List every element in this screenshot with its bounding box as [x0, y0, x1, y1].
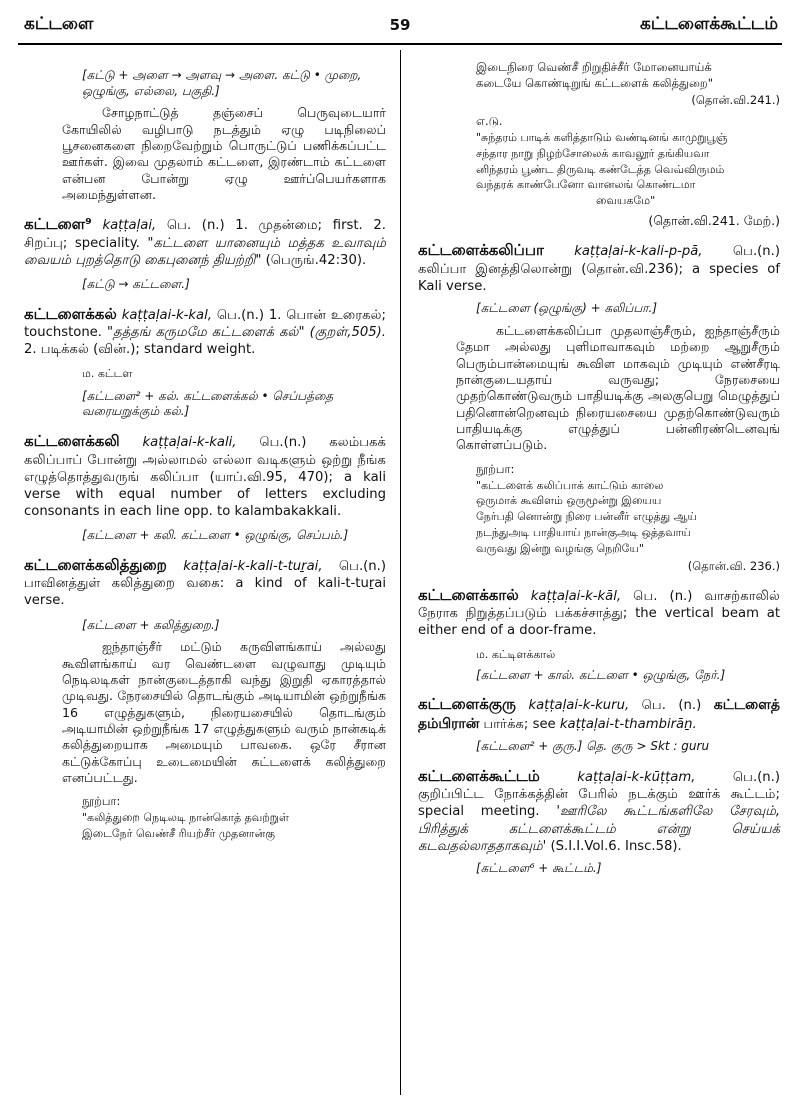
headword: கட்டளைக்குரு [418, 695, 516, 714]
column-divider [400, 50, 401, 1095]
transliteration: kaṭṭaḷai-k-kal, [121, 307, 212, 323]
headword: கட்டளைக்கலித்துறை [24, 555, 167, 574]
headword: கட்டளைக்கல் [24, 304, 117, 323]
verse-line: சந்தார நாறு நிழற்சோலைக் காவலூர் தங்கியவா [476, 146, 710, 160]
headword: கட்டளைக்கலிப்பா [418, 241, 544, 260]
definition-text: பெ.(n.) 1. பொன் உரைகல்; touchstone. [24, 307, 386, 341]
verse-line: இடைநேர் வெண்சீ ரியற்சீர் முதனான்கு [82, 827, 275, 841]
definition-text: (S.I.I.Vol.6. Insc.58). [546, 838, 682, 854]
dictionary-entry [418, 586, 780, 640]
dictionary-entry [24, 305, 386, 359]
citation: "கட்டளை யானையும் மத்தக உவாவும் வையம் புறத்தொடு கைபுனைந் தியற்றி" [24, 235, 386, 268]
verse-reference: (தொன்.வி.241. மேற்.) [648, 213, 780, 229]
dictionary-entry [24, 556, 386, 610]
verse-line: வந்தரக் காண்பேனோ வானலங் கொண்டமா [476, 178, 696, 192]
etymology-note: [கட்டு → கட்டளை.] [82, 277, 190, 292]
verse-line: வையகமே" [596, 194, 656, 208]
verse-reference: (தொன்.வி.241.) [691, 93, 780, 108]
headword: கட்டளைக்கலி [24, 432, 120, 451]
explanatory-paragraph: கட்டளைக்கலிப்பா முதலாஞ்சீரும், ஐந்தாஞ்சீரும் தேமா அல்லது புளிமாவாகவும் மற்றை ஆறுசீரும் பெரும்பான்மையுங் கூவிள மாகவும் முடியும் எண்சீரடி நான்குடையதாய் வருவது; நேரசையை முதற்கொண்டுவரும் பாதியடிக்கு அலகுபெறு மெழுத்துப் பதினொன்றெனவும் நிரையசையை முதற்கொண்டுவரும் பாதியடிக்கு எழுத்துப் பன்னிரண்டெனவுங் கொள்ளப்படும். [456, 322, 780, 453]
citation: 'ஊரிலே கூட்டங்களிலே சேரவும், பிரித்துக் கட்டளைக்கூட்டம் என்று செய்யக் கடவதல்லாததாகவும்' [418, 804, 781, 854]
headword: கட்டளைக்கால் [418, 585, 519, 604]
verse-label: நூற்பா: [82, 794, 121, 809]
header-left-guideword: கட்டளை [24, 14, 94, 34]
definition-text: பெ.(n.) கலிப்பா இனத்திலொன்று (தொன்.வி.236); a species of Kali verse. [418, 244, 780, 295]
transliteration: kaṭṭaḷai-k-kāl, [530, 588, 622, 604]
verse-line: நேர்பதி னொன்று நிரை பன்னீர் எழுத்து ஆய் [476, 510, 697, 524]
definition-text: 2. படிக்கல் (வின்.); standard weight. [24, 342, 256, 358]
definition-text: பார்க்க; see [479, 716, 560, 732]
definition-text: (பெருங்.42:30). [261, 253, 367, 268]
header-rule [18, 43, 782, 45]
transliteration: kaṭṭaḷai-k-kuru, [528, 698, 630, 714]
transliteration: kaṭṭaḷai-k-kali-p-pā, [574, 244, 703, 260]
verse-line: னிந்தரம் பூண்ட திருவடி கண்டேத்த வெவ்விருமம் [476, 162, 725, 176]
explanatory-paragraph: சோழநாட்டுத் தஞ்சைப் பெருவுடையார் கோயிலில் வழிபாடு நடத்தும் ஏழு படிநிலைப் பூசனைகளை நிறைவேற்றும் பொருட்டுப் பணிக்கப்பட்ட ஊர்கள். இவை முதலாம் கட்டளை, இரண்டாம் கட்டளை என்பன போன்று ஏழு ஊர்ப்பெயர்களாக அமைந்துள்ளன. [62, 105, 386, 202]
verse-line: இடைநிரை வெண்சீ றிறுதிச்சீர் மோனையாய்க் [476, 60, 712, 74]
cognate-note: ம. கட்டள [82, 366, 133, 380]
verse-line: "சுந்தரம் பாடிக் களித்தாடும் வண்டினங் காமுறுபூஞ் [476, 130, 728, 144]
etymology-note: [கட்டளை (ஒழுங்கு) + கலிப்பா.] [476, 301, 658, 316]
etymology-note: [கட்டளை² + குரு.] தெ. குரு > Skt : guru [476, 739, 710, 754]
example-label: எ.டு. [476, 113, 503, 128]
cognate-note: ம. கட்டிளக்கால் [476, 647, 556, 661]
transliteration: kaṭṭaḷai-k-kūṭṭam, [577, 769, 696, 785]
dictionary-entry [24, 215, 386, 269]
verse-line: "கட்டளைக் கலிப்பாக் காட்டும் காலை [476, 478, 664, 492]
right-column [418, 60, 780, 882]
transliteration: kaṭṭaḷai-k-kali, [142, 435, 237, 451]
cross-reference-transliteration: kaṭṭaḷai-t-thambirāṉ. [559, 716, 697, 732]
dictionary-entry [418, 695, 780, 733]
transliteration: kaṭṭaḷai-k-kali-t-tuṟai, [183, 558, 323, 574]
explanatory-paragraph: ஐந்தாஞ்சீர் மட்டும் கருவிளங்காய் அல்லது கூவிளங்காய் வர வெண்டளை வழுவாது முடியும் நெடிலடிகள் நான்குடைத்தாகி வந்து இறுதி ஏகாரத்தால் முடிவது. நேரசையில் தொடங்கும் அடியாமின் ஒற்றுநீங்க 16 எழுத்துகளும், நிரையசையில் தொடங்கும் அடியாமின் ஒற்றுநீங்க 17 எழுத்துகளும் வரும் நான்கடிக் கலித்துறையாக அமையும் பாவகை. ஒரே சீரான கட்டுக்கோப்பு உடைமையின் கட்டளைக் கலித்துறை எனப்பட்டது. [62, 639, 386, 786]
etymology-note: [கட்டளை + கால். கட்டளை • ஒழுங்கு, நேர்.] [476, 667, 726, 682]
dictionary-entry [24, 432, 386, 520]
citation: "தத்தங் கருமமே கட்டளைக் கல்" (குறள்,505). [107, 325, 386, 341]
verse-line: "கலித்துறை நெடிலடி நான்கொத் தவற்றுள் [82, 811, 289, 825]
verse-line: கடையே கொண்டிறுங் கட்டளைக் கலித்துறை" [476, 75, 713, 90]
verse-line: வருவது இன்று வழங்கு நெறியே" [476, 541, 644, 555]
left-column [24, 60, 386, 843]
headword: கட்டளைக்கூட்டம் [418, 766, 540, 785]
definition-text: பெ. (n.) வாசற்காலில் நேராக நிறுத்தப்படும் பக்கச்சாத்து; the vertical beam at either end of a door-frame. [418, 588, 780, 639]
etymology-note: [கட்டளை² + கல். கட்டளைக்கல் • செப்பத்தை வரையறுக்கும் கல்.] [82, 388, 334, 419]
definition-text: பெ. (n.) 1. முதன்மை; first. 2. சிறப்பு; speciality. [24, 218, 386, 251]
transliteration: kaṭṭaḷai, [102, 218, 157, 234]
definition-text: பெ.(n.) குறிப்பிட்ட நோக்கத்தின் பேரில் நடக்கும் ஊர்க் கூட்டம்; special meeting. [418, 769, 780, 820]
etymology-note: [கட்டளை + கலி. கட்டளை • ஒழுங்கு, செப்பம்.] [82, 528, 349, 543]
dictionary-entry [418, 241, 780, 295]
verse-line: ஒருமாக் கூவிளம் ஒருமூன்று இயைய [476, 494, 662, 508]
verse-label: நூற்பா: [476, 461, 515, 476]
verse-reference: (தொன்.வி. 236.) [687, 558, 780, 573]
dictionary-entry [418, 767, 780, 855]
definition-text: பெ. (n.) [629, 698, 714, 714]
header-right-guideword: கட்டளைக்கூட்டம் [639, 14, 778, 34]
page-number: 59 [389, 16, 411, 34]
etymology-note: [கட்டளை + கலித்துறை.] [82, 617, 220, 632]
etymology-note: [கட்டு + அளை → அளவு → அளை. கட்டு • முறை, ஒழுங்கு, எல்லை, பகுதி.] [82, 68, 362, 98]
verse-line: நடந்துஅடி பாதியாய் நான்குஅடி ஒத்தவாய் [476, 526, 691, 540]
etymology-note: [கட்டளை⁶ + கூட்டம்.] [476, 860, 602, 875]
cross-reference-headword: கட்டளைத் தம்பிரான் [418, 697, 781, 732]
headword: கட்டளை⁹ [24, 215, 92, 234]
definition-text: பெ.(n.) பாவினத்துள் கலித்துறை வகை: a kind of kali-t-tuṟai verse. [24, 558, 386, 609]
definition-text: பெ.(n.) கலம்பகக் கலிப்பாப் போன்று அல்லாமல் எல்லா வடிகளும் ஒற்று நீங்க எழுத்தொத்துவருங் கலிப்பா (யாப்.வி.95, 470); a kali verse with equal number of letters excluding consonants in each line opp. to kalambakakkali. [24, 435, 386, 520]
